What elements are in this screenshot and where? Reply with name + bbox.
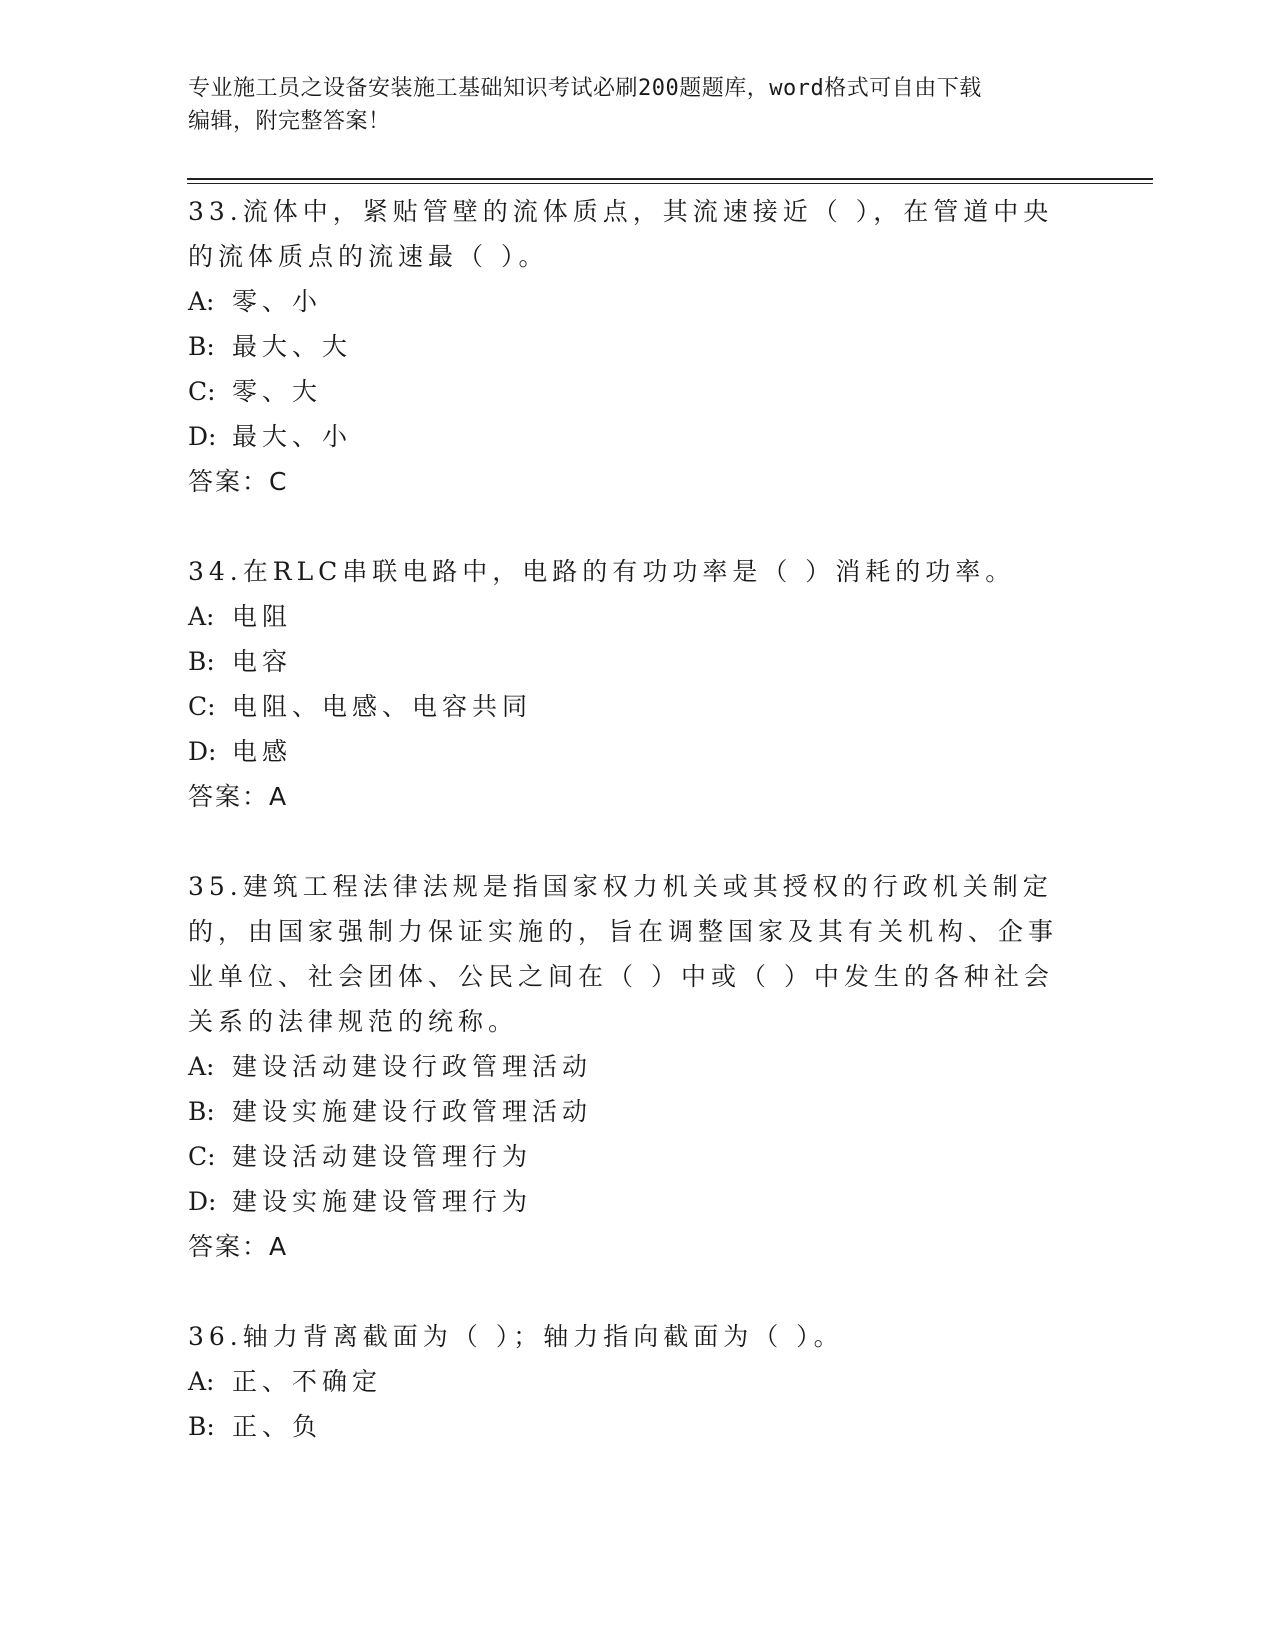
option-a [188, 1359, 1068, 1404]
option-d [188, 1179, 1068, 1224]
option-letter: A: [188, 287, 215, 316]
option-letter: D: [188, 1187, 217, 1216]
question-list [188, 189, 1068, 1494]
document-header [188, 72, 1068, 138]
question-34 [188, 549, 1068, 819]
option-b [188, 639, 1068, 684]
option-c [188, 369, 1068, 414]
header-divider-thin [187, 183, 1153, 184]
option-text: 电感 [232, 737, 293, 766]
question-stem: 34.在RLC串联电路中，电路的有功功率是（ ）消耗的功率。 [188, 557, 1016, 586]
option-b [188, 1404, 1068, 1449]
option-c [188, 684, 1068, 729]
option-letter: B: [188, 332, 215, 361]
option-text: 建设活动建设行政管理活动 [232, 1052, 593, 1081]
option-d [188, 414, 1068, 459]
header-line-1: 专业施工员之设备安装施工基础知识考试必刷200题题库，word格式可自由下载 [188, 76, 982, 101]
option-letter: D: [188, 737, 217, 766]
option-text: 零、小 [232, 287, 323, 316]
question-35 [188, 864, 1068, 1269]
option-letter: C: [188, 377, 216, 406]
option-letter: C: [188, 1142, 216, 1171]
option-text: 零、大 [232, 377, 323, 406]
question-stem: 36.轴力背离截面为（ ）；轴力指向截面为（ ）。 [188, 1322, 844, 1351]
option-text: 最大、小 [232, 422, 353, 451]
answer-line: 答案：A [188, 1232, 289, 1261]
option-a [188, 279, 1068, 324]
option-a [188, 1044, 1068, 1089]
question-stem: 35.建筑工程法律法规是指国家权力机关或其授权的行政机关制定的，由国家强制力保证实施的，旨在调整国家及其有关机构、企事业单位、社会团体、公民之间在（ ）中或（ ）中发生的各种社会关系的法律规范的统称。 [188, 872, 1059, 1036]
option-letter: B: [188, 1097, 215, 1126]
question-stem: 33.流体中，紧贴管壁的流体质点，其流速接近（ ），在管道中央的流体质点的流速最（ ）。 [188, 197, 1054, 271]
option-text: 建设活动建设管理行为 [232, 1142, 533, 1171]
option-d [188, 729, 1068, 774]
option-text: 电阻、电感、电容共同 [232, 692, 533, 721]
question-36 [188, 1314, 1068, 1449]
header-divider-thick [187, 178, 1153, 180]
option-letter: D: [188, 422, 217, 451]
header-line-2: 编辑，附完整答案！ [188, 109, 391, 134]
option-text: 正、负 [232, 1412, 323, 1441]
option-text: 建设实施建设行政管理活动 [232, 1097, 593, 1126]
option-letter: C: [188, 692, 216, 721]
answer-line: 答案：A [188, 782, 289, 811]
answer-line: 答案：C [188, 467, 289, 496]
question-33 [188, 189, 1068, 504]
option-letter: B: [188, 647, 215, 676]
option-text: 正、不确定 [232, 1367, 383, 1396]
option-text: 电容 [232, 647, 293, 676]
option-letter: A: [188, 602, 215, 631]
option-c [188, 1134, 1068, 1179]
option-letter: A: [188, 1367, 215, 1396]
option-letter: A: [188, 1052, 215, 1081]
option-text: 电阻 [232, 602, 293, 631]
option-text: 建设实施建设管理行为 [232, 1187, 533, 1216]
option-b [188, 324, 1068, 369]
option-a [188, 594, 1068, 639]
option-b [188, 1089, 1068, 1134]
option-text: 最大、大 [232, 332, 353, 361]
option-letter: B: [188, 1412, 215, 1441]
